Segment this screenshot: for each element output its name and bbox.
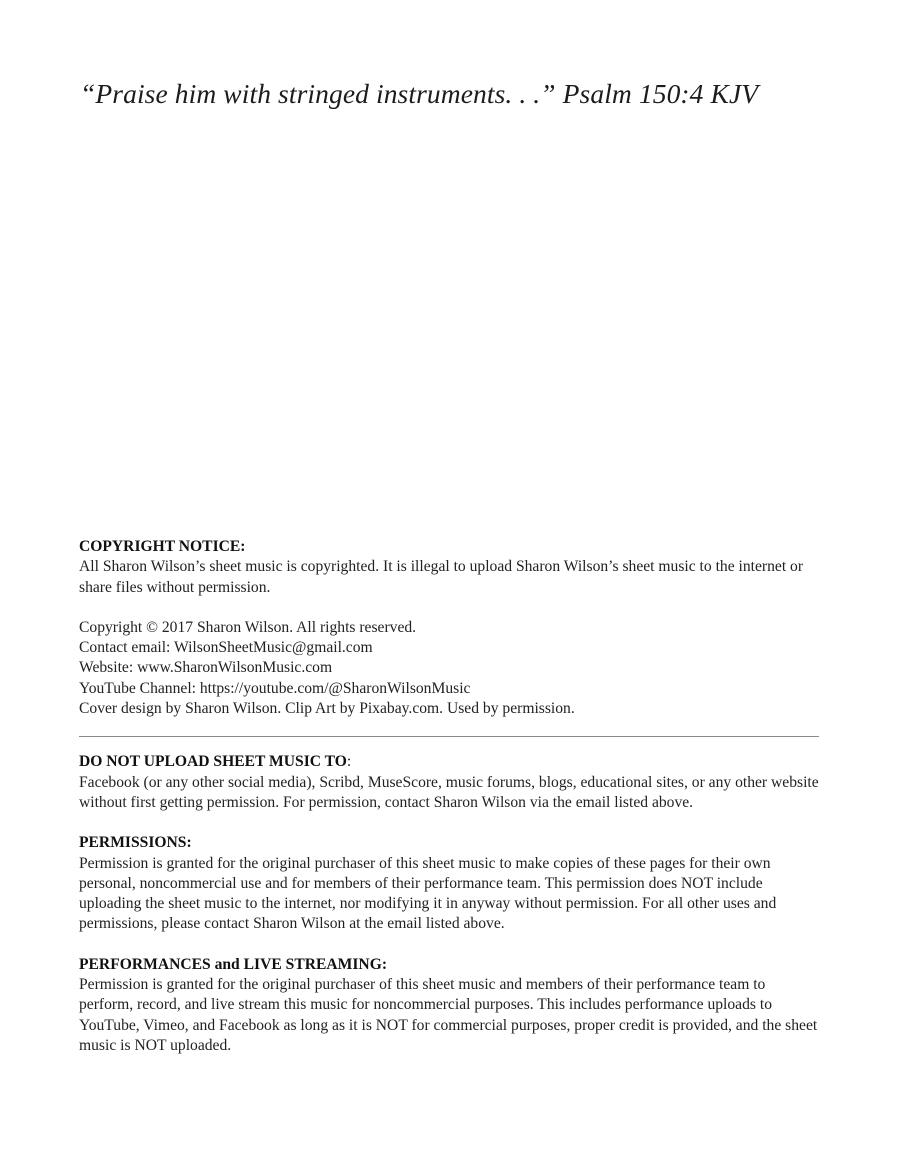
epigraph-quote: “Praise him with stringed instruments. . .” Psalm 150:4 KJV [80, 78, 759, 109]
performances-heading: PERFORMANCES and LIVE STREAMING: [79, 955, 388, 973]
performances-text: Permission is granted for the original purchaser of this sheet music and members of their performance team to perform, record, and live stream this music for noncommercial purposes. This includes performance uploads to YouTube, Vimeo, and Facebook as long as it is NOT for commercial purposes, proper credit is provided, and the sheet music is NOT uploaded. [79, 976, 818, 1054]
permissions-text: Permission is granted for the original purchaser of this sheet music to make copies of these pages for their own personal, noncommercial use and for members of their performance team. This permission does NOT include uploading the sheet music to the internet, nor modifying it in anyway without permission. For all other uses and permissions, please contact Sharon Wilson at the email listed above. [79, 854, 777, 933]
do-not-upload-heading-row [79, 752, 821, 772]
spacer [79, 935, 821, 955]
spacer [79, 813, 821, 833]
website-line: Website: www.SharonWilsonMusic.com [79, 659, 333, 677]
copyright-notice-heading: COPYRIGHT NOTICE: [79, 538, 246, 555]
contact-email-line: Contact email: WilsonSheetMusic@gmail.com [79, 639, 373, 657]
contact-info [79, 618, 821, 719]
spacer [79, 598, 821, 618]
copyright-line: Copyright © 2017 Sharon Wilson. All rights reserved. [79, 618, 417, 636]
cover-credit-line: Cover design by Sharon Wilson. Clip Art by Pixabay.com. Used by permission. [79, 700, 575, 718]
divider [79, 736, 819, 737]
copyright-notice-text: All Sharon Wilson’s sheet music is copyrighted. It is illegal to upload Sharon Wilson’s sheet music to the internet or share files without permission. [79, 558, 804, 596]
do-not-upload-heading: DO NOT UPLOAD SHEET MUSIC TO [79, 753, 347, 771]
do-not-upload-colon: : [346, 753, 352, 771]
permissions-heading: PERMISSIONS: [79, 834, 192, 852]
copyright-notice-block [79, 537, 821, 1056]
do-not-upload-text: Facebook (or any other social media), Scribd, MuseScore, music forums, blogs, educational sites, or any other website without first getting permission. For permission, contact Sharon Wilson via the email listed above. [79, 773, 819, 811]
youtube-channel-line: YouTube Channel: https://youtube.com/@SharonWilsonMusic [79, 679, 471, 697]
